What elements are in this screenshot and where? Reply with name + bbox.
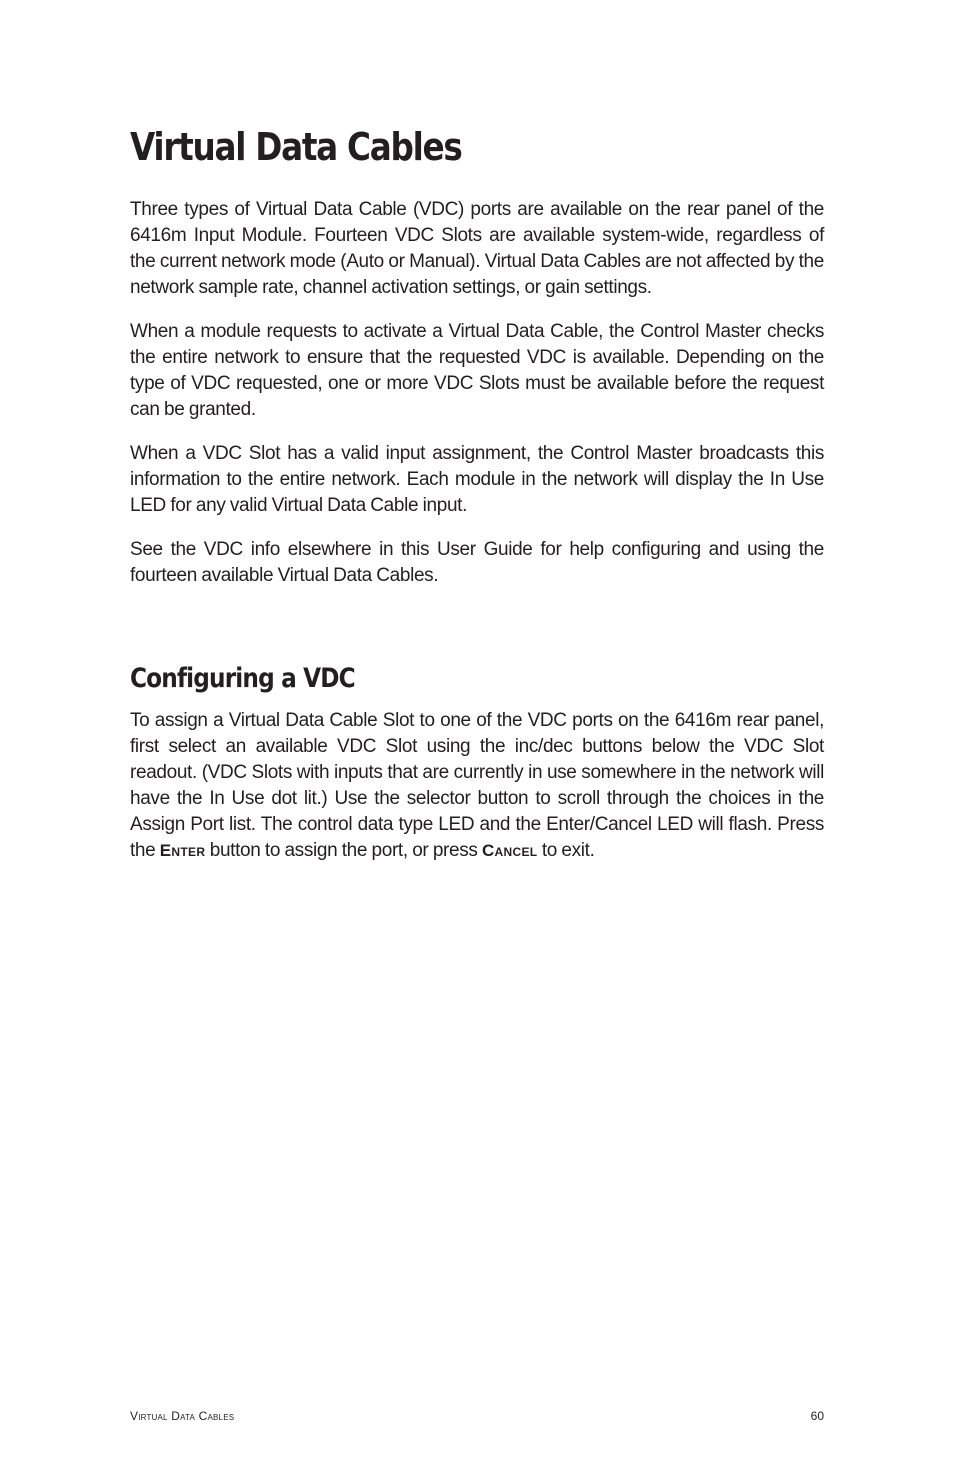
section-paragraph bbox=[130, 708, 824, 864]
section-heading: Configuring a VDC bbox=[130, 663, 355, 694]
cancel-keyword: Cancel bbox=[481, 841, 538, 860]
intro-paragraph-3: When a VDC Slot has a valid input assignment, the Control Master broadcasts this information to the entire network. Each module in the network will display the In Use LED for any valid Virtual Data Cable input. bbox=[130, 443, 824, 516]
footer-section-name: Virtual Data Cables bbox=[130, 1409, 235, 1423]
page-title: Virtual Data Cables bbox=[130, 125, 462, 169]
intro-paragraph-1: Three types of Virtual Data Cable (VDC) ports are available on the rear panel of the 6416m Input Module. Fourteen VDC Slots are available system-wide, regardless of the current network mode (Auto or Manual). Virtual Data Cables are not affected by the network sample rate, channel activation settings, or gain settings. bbox=[130, 199, 824, 298]
section-text-part-1: To assign a Virtual Data Cable Slot to one of the VDC ports on the 6416m rear panel, first select an available VDC Slot using the inc/dec buttons below the VDC Slot readout. (VDC Slots with inputs that are currently in use somewhere in the network will have the In Use dot lit.) Use the selector button to scroll through the choices in the Assign Port list. The control data type LED and the Enter/Cancel LED will flash. Press the bbox=[130, 710, 824, 861]
enter-keyword: Enter bbox=[159, 841, 206, 860]
intro-section bbox=[130, 197, 824, 607]
section-text-part-2: button to assign the port, or press bbox=[205, 840, 482, 861]
intro-paragraph-2: When a module requests to activate a Virtual Data Cable, the Control Master checks the entire network to ensure that the requested VDC is available. Depending on the type of VDC requested, one or more VDC Slots must be available before the request can be granted. bbox=[130, 321, 824, 420]
page-footer bbox=[130, 1408, 824, 1424]
footer-page-number: 60 bbox=[810, 1409, 824, 1423]
section-text-part-3: to exit. bbox=[537, 840, 595, 861]
intro-paragraph-4: See the VDC info elsewhere in this User Guide for help configuring and using the fourteen available Virtual Data Cables. bbox=[130, 539, 824, 586]
section-body bbox=[130, 708, 824, 882]
